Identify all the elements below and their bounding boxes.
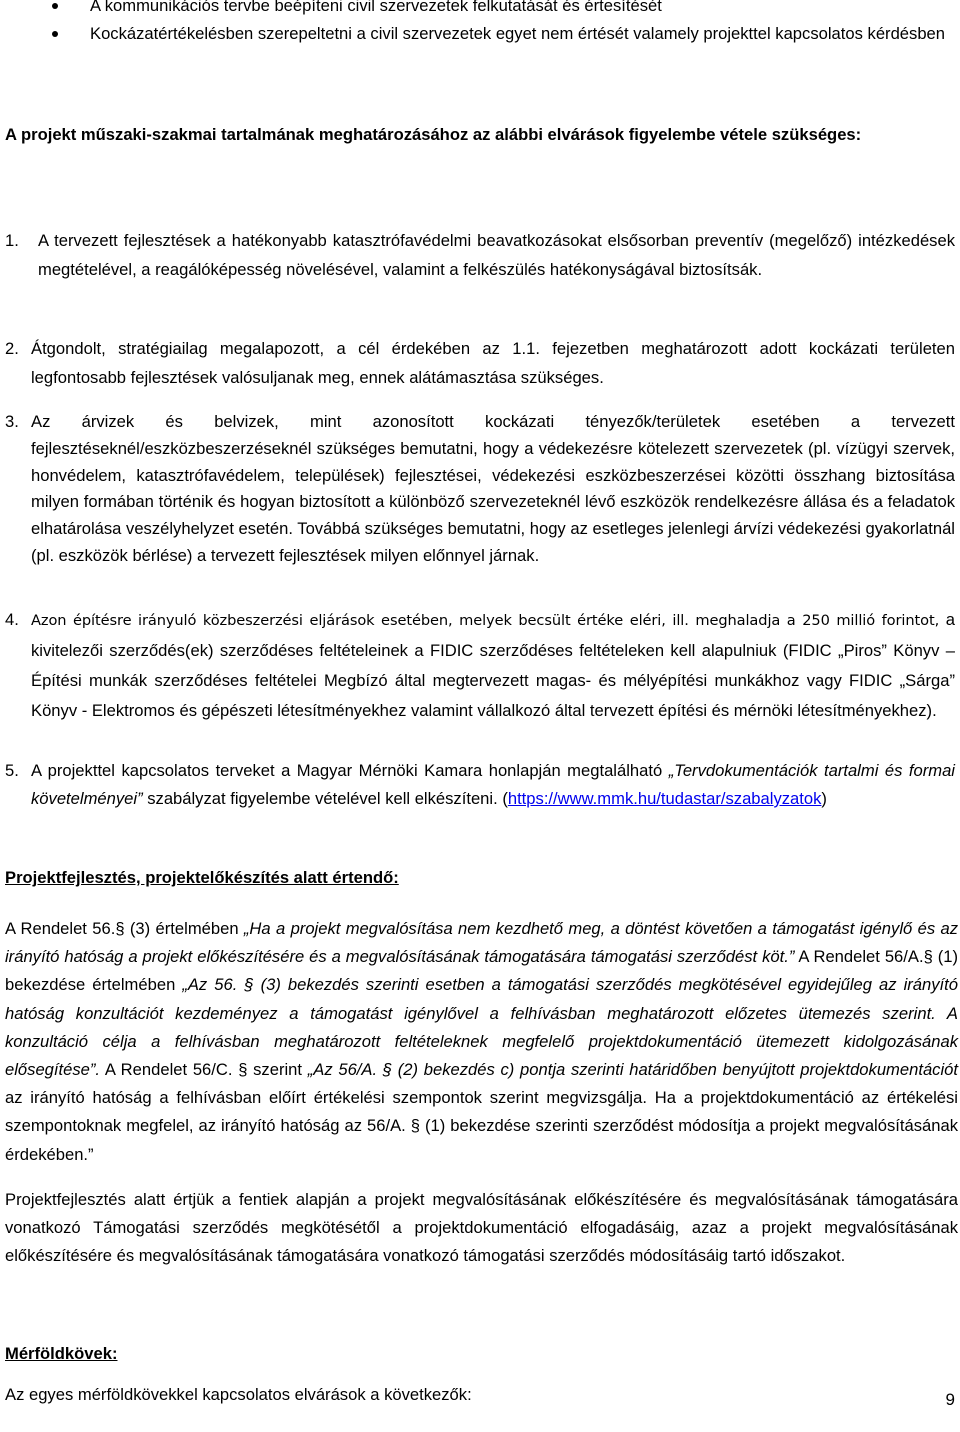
bullet-item xyxy=(0,20,955,48)
bullet-text: Kockázatértékelésben szerepeltetni a civil szervezetek egyet nem értését valamely projekttel kapcsolatos kérdésben xyxy=(90,24,946,43)
bullet-item xyxy=(0,0,955,20)
item-text: Átgondolt, stratégiailag megalapozott, a cél érdekében az 1.1. fejezetben meghatározott adott kockázati területen legfontosabb fejlesztések valósuljanak meg, ennek alátámasztása szükséges. xyxy=(31,339,955,387)
numbered-item-5 xyxy=(5,757,955,813)
text-run: az irányító hatóság a felhívásban előírt értékelési szempontok szerint megvizsgálja. Ha a projektdokumentáció az értékelési szempontoknak megfelel, az irányító hatóság az 56/A. § (1) bekezdése szerinti szerződést módosítja a projekt megvalósításának érdekében.” xyxy=(5,1088,958,1164)
item-number: 4. xyxy=(5,610,19,629)
paragraph-projektfejlesztes: Projektfejlesztés alatt értjük a fentiek alapján a projekt megvalósításának előkészítésére és megvalósításának támogatására vonatkozó Támogatási szerződés megkötésétől a projektdokumentáció elfogadásáig, azaz a projekt megvalósításának előkészítésére és megvalósításának támogatására vonatkozó támogatási szerződés módosításáig tartó időszakot. xyxy=(5,1190,958,1266)
item-number: 3. xyxy=(5,412,19,431)
document-title-italic: „Tervdokumentációk tartalmi és formai követelményei” xyxy=(31,761,955,808)
numbered-item-4 xyxy=(5,605,955,726)
page-number: 9 xyxy=(945,1390,955,1409)
item-text: Az árvizek és belvizek, mint azonosított kockázati tényezők/területek esetében a tervezett fejlesztéseknél/eszközbeszerzéseknél szükséges bemutatni, hogy a védekezésre kötelezett szervezetek (pl. vízügyi szervek, honvédelem, katasztrófavédelem, települések) fejlesztései, védekezési eszközbeszerzései közötti összhang biztosítása milyen formában történik és hogyan biztosított a különböző szervezeteknél lévő eszközök rendelkezésre állása és a feladatok elhatárolása veszélyhelyzet esetén. Továbbá szükséges bemutatni, hogy az esetleges jelenlegi árvízi védekezési gyakorlatnál (pl. eszközök bérlése) a tervezett fejlesztések milyen előnnyel járnak. xyxy=(31,412,955,565)
item-text-small: Azon építésre irányuló közbeszerzési eljárások esetében, melyek becsült értéke eléri, ill. meghaladja a 250 millió forintot, xyxy=(31,612,940,629)
bullet-list xyxy=(0,0,955,48)
text-run: A Rendelet 56/A.§ (1) bekezdése értelmében xyxy=(5,947,959,995)
quote-run: „Ha a projekt megvalósítása nem kezdhető meg, a döntést követően a támogatást igénylő és az irányító hatóság a projekt előkészítésére és a megvalósításának támogatására támogatási szerződést köt.” xyxy=(5,919,958,967)
numbered-item-2 xyxy=(5,334,955,392)
item-number: 5. xyxy=(5,761,19,780)
numbered-item-1 xyxy=(5,226,955,284)
section-heading-projektfejlesztes: Projektfejlesztés, projektelőkészítés alatt értendő: xyxy=(5,868,399,887)
item-text-part: ) xyxy=(821,789,827,808)
bullet-text: A kommunikációs tervbe beépíteni civil szervezetek felkutatását és értesítését xyxy=(90,0,662,15)
section-heading: A projekt műszaki-szakmai tartalmának meghatározásához az alábbi elvárások figyelembe vétele szükséges: xyxy=(5,125,862,144)
item-text-main: a kivitelezői szerződés(ek) szerződéses feltételeinek a FIDIC szerződéses feltételeken kell alapulniuk (FIDIC „Piros” Könyv – Építési munkák szerződéses feltételei Megbízó által megtervezett magas- és mélyépítési munkákhoz vagy FIDIC „Sárga” Könyv - Elektromos és gépészeti létesítményekhez valamint vállalkozó által tervezett építési és mérnöki létesítményekhez). xyxy=(31,610,956,720)
item-number: 2. xyxy=(5,339,19,358)
item-text-part: szabályzat figyelembe vételével kell elkészíteni. ( xyxy=(142,789,508,808)
item-text xyxy=(31,605,955,726)
item-text-part: A projekttel kapcsolatos terveket a Magyar Mérnöki Kamara honlapján megtalálható xyxy=(31,761,669,780)
numbered-item-3 xyxy=(5,409,955,570)
item-text: A tervezett fejlesztések a hatékonyabb katasztrófavédelmi beavatkozásokat elsősorban preventív (megelőző) intézkedések megtételével, a reagálóképesség növelésével, valamint a felkészülés hatékonyságával biztosítsák. xyxy=(38,231,955,279)
section-heading-merfoldkovek: Mérföldkövek: xyxy=(5,1344,118,1363)
mmk-link[interactable]: https://www.mmk.hu/tudastar/szabalyzatok xyxy=(507,789,822,808)
bullet-dot-icon xyxy=(52,3,58,9)
paragraph-rendelet xyxy=(5,915,958,1169)
item-text xyxy=(31,757,955,813)
quote-run: „Az 56/A. § (2) bekezdés c) pontja szerinti határidőben benyújtott projektdokumentációt xyxy=(307,1060,958,1080)
bullet-dot-icon xyxy=(52,31,58,37)
text-run: A Rendelet 56/C. § szerint xyxy=(100,1060,308,1080)
text-run: A Rendelet 56.§ (3) értelmében xyxy=(5,919,244,938)
paragraph-merfoldkovek: Az egyes mérföldkövekkel kapcsolatos elvárások a következők: xyxy=(5,1385,472,1404)
item-number: 1. xyxy=(5,231,19,250)
quote-run: „Az 56. § (3) bekezdés szerinti esetben a támogatási szerződés megkötésével egyidejűleg az irányító hatóság konzultációt kezdeményez a támogatást igénylővel a felhívásban meghatározott előzetes ütemezés szerint. A konzultáció célja a felhívásban meghatározott feltételeknek megfelelő projektdokumentáció ütemezett kidolgozásának elősegítése”. xyxy=(5,975,958,1080)
